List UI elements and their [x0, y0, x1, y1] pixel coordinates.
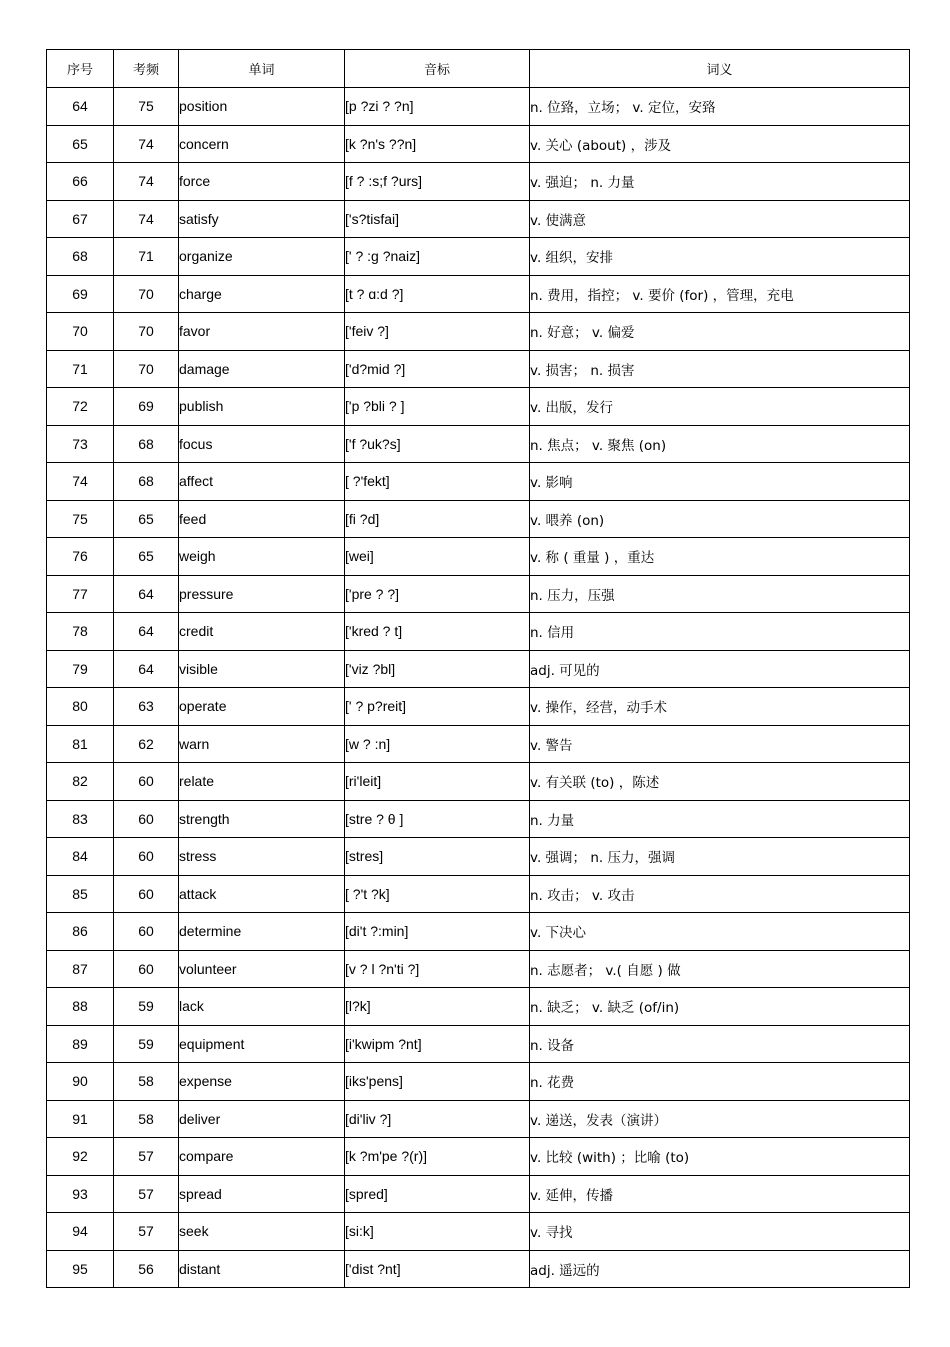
row-word: weigh	[179, 538, 345, 576]
row-meaning: adj. 可见的	[530, 650, 910, 688]
row-phonetic: [t ? ɑ:d ?]	[345, 275, 530, 313]
table-row	[47, 500, 910, 538]
row-meaning: v. 下决心	[530, 913, 910, 951]
row-word: operate	[179, 688, 345, 726]
table-row	[47, 200, 910, 238]
row-phonetic: ['f ?uk?s]	[345, 425, 530, 463]
row-phonetic: [' ? :g ?naiz]	[345, 238, 530, 276]
row-phonetic: [wei]	[345, 538, 530, 576]
row-phonetic: [f ? :s;f ?urs]	[345, 163, 530, 201]
row-phonetic: ['viz ?bl]	[345, 650, 530, 688]
table-row	[47, 913, 910, 951]
row-word: warn	[179, 725, 345, 763]
row-meaning: n. 志愿者； v.( 自愿 ) 做	[530, 950, 910, 988]
row-word: visible	[179, 650, 345, 688]
row-word: organize	[179, 238, 345, 276]
row-phonetic: [w ? :n]	[345, 725, 530, 763]
row-frequency: 63	[114, 688, 179, 726]
row-phonetic: ['feiv ?]	[345, 313, 530, 351]
table-row	[47, 425, 910, 463]
row-number: 87	[47, 950, 114, 988]
row-number: 74	[47, 463, 114, 501]
row-number: 92	[47, 1138, 114, 1176]
header-row	[47, 50, 910, 88]
row-frequency: 68	[114, 425, 179, 463]
table-row	[47, 1063, 910, 1101]
row-phonetic: [k ?m'pe ?(r)]	[345, 1138, 530, 1176]
row-number: 85	[47, 875, 114, 913]
table-row	[47, 988, 910, 1026]
row-phonetic: [p ?zi ? ?n]	[345, 88, 530, 126]
table-row	[47, 875, 910, 913]
row-number: 86	[47, 913, 114, 951]
row-meaning: v. 操作，经营，动手术	[530, 688, 910, 726]
row-meaning: v. 有关联 (to) ，陈述	[530, 763, 910, 801]
row-number: 72	[47, 388, 114, 426]
row-word: spread	[179, 1175, 345, 1213]
table-row	[47, 538, 910, 576]
row-phonetic: [fi ?d]	[345, 500, 530, 538]
row-word: distant	[179, 1250, 345, 1288]
row-number: 93	[47, 1175, 114, 1213]
table-row	[47, 238, 910, 276]
row-frequency: 64	[114, 650, 179, 688]
table-row	[47, 1025, 910, 1063]
row-number: 79	[47, 650, 114, 688]
row-phonetic: ['pre ? ?]	[345, 575, 530, 613]
row-word: relate	[179, 763, 345, 801]
row-number: 82	[47, 763, 114, 801]
row-number: 76	[47, 538, 114, 576]
row-meaning: v. 警告	[530, 725, 910, 763]
row-frequency: 58	[114, 1063, 179, 1101]
row-meaning: v. 强迫； n. 力量	[530, 163, 910, 201]
row-meaning: n. 好意； v. 偏爱	[530, 313, 910, 351]
row-number: 75	[47, 500, 114, 538]
row-word: satisfy	[179, 200, 345, 238]
row-word: volunteer	[179, 950, 345, 988]
table-row	[47, 613, 910, 651]
row-frequency: 58	[114, 1100, 179, 1138]
row-meaning: n. 焦点； v. 聚焦 (on)	[530, 425, 910, 463]
row-word: focus	[179, 425, 345, 463]
row-phonetic: [i'kwipm ?nt]	[345, 1025, 530, 1063]
row-frequency: 71	[114, 238, 179, 276]
row-phonetic: [ ?'fekt]	[345, 463, 530, 501]
row-meaning: v. 延伸，传播	[530, 1175, 910, 1213]
row-meaning: v. 称 ( 重量 ) ，重达	[530, 538, 910, 576]
row-meaning: v. 比较 (with) ；比喻 (to)	[530, 1138, 910, 1176]
row-word: concern	[179, 125, 345, 163]
row-phonetic: ['d?mid ?]	[345, 350, 530, 388]
row-frequency: 64	[114, 575, 179, 613]
row-word: damage	[179, 350, 345, 388]
row-frequency: 64	[114, 613, 179, 651]
table-row	[47, 688, 910, 726]
table-row	[47, 950, 910, 988]
row-frequency: 59	[114, 1025, 179, 1063]
row-number: 81	[47, 725, 114, 763]
row-frequency: 74	[114, 125, 179, 163]
row-number: 77	[47, 575, 114, 613]
row-meaning: v. 强调； n. 压力，强调	[530, 838, 910, 876]
row-number: 66	[47, 163, 114, 201]
table-row	[47, 275, 910, 313]
row-number: 95	[47, 1250, 114, 1288]
row-meaning: n. 费用，指控； v. 要价 (for) ，管理，充电	[530, 275, 910, 313]
row-meaning: v. 关心 (about) ，涉及	[530, 125, 910, 163]
row-phonetic: [k ?n's ??n]	[345, 125, 530, 163]
row-number: 68	[47, 238, 114, 276]
header-meaning: 词义	[530, 50, 910, 88]
row-word: expense	[179, 1063, 345, 1101]
header-phonetic: 音标	[345, 50, 530, 88]
row-number: 84	[47, 838, 114, 876]
table-row	[47, 1250, 910, 1288]
row-word: compare	[179, 1138, 345, 1176]
table-row	[47, 350, 910, 388]
table-row	[47, 1100, 910, 1138]
table-row	[47, 1213, 910, 1251]
row-meaning: v. 喂养 (on)	[530, 500, 910, 538]
table-body	[47, 88, 910, 1288]
row-number: 67	[47, 200, 114, 238]
vocabulary-table	[46, 49, 910, 1288]
table-row	[47, 1138, 910, 1176]
row-frequency: 60	[114, 800, 179, 838]
row-frequency: 60	[114, 763, 179, 801]
row-meaning: v. 递送，发表（演讲）	[530, 1100, 910, 1138]
row-number: 71	[47, 350, 114, 388]
row-number: 83	[47, 800, 114, 838]
row-frequency: 60	[114, 838, 179, 876]
row-phonetic: [di'liv ?]	[345, 1100, 530, 1138]
row-number: 64	[47, 88, 114, 126]
row-phonetic: [si:k]	[345, 1213, 530, 1251]
row-word: determine	[179, 913, 345, 951]
row-frequency: 75	[114, 88, 179, 126]
row-word: pressure	[179, 575, 345, 613]
row-number: 69	[47, 275, 114, 313]
row-phonetic: ['s?tisfai]	[345, 200, 530, 238]
row-frequency: 57	[114, 1138, 179, 1176]
row-meaning: n. 信用	[530, 613, 910, 651]
row-number: 94	[47, 1213, 114, 1251]
row-meaning: n. 压力，压强	[530, 575, 910, 613]
row-frequency: 70	[114, 350, 179, 388]
row-meaning: n. 设备	[530, 1025, 910, 1063]
row-word: affect	[179, 463, 345, 501]
row-frequency: 65	[114, 538, 179, 576]
row-number: 91	[47, 1100, 114, 1138]
table-row	[47, 313, 910, 351]
row-phonetic: ['p ?bli ? ]	[345, 388, 530, 426]
header-word: 单词	[179, 50, 345, 88]
row-word: feed	[179, 500, 345, 538]
row-frequency: 60	[114, 913, 179, 951]
row-word: publish	[179, 388, 345, 426]
row-frequency: 57	[114, 1175, 179, 1213]
row-word: strength	[179, 800, 345, 838]
row-frequency: 56	[114, 1250, 179, 1288]
row-meaning: v. 出版，发行	[530, 388, 910, 426]
row-word: force	[179, 163, 345, 201]
row-number: 65	[47, 125, 114, 163]
table-row	[47, 838, 910, 876]
row-number: 73	[47, 425, 114, 463]
row-frequency: 70	[114, 313, 179, 351]
row-frequency: 60	[114, 950, 179, 988]
row-word: position	[179, 88, 345, 126]
row-frequency: 69	[114, 388, 179, 426]
row-word: credit	[179, 613, 345, 651]
row-frequency: 59	[114, 988, 179, 1026]
table-row	[47, 463, 910, 501]
row-meaning: n. 位臵，立场； v. 定位，安臵	[530, 88, 910, 126]
row-word: deliver	[179, 1100, 345, 1138]
row-frequency: 74	[114, 163, 179, 201]
row-word: seek	[179, 1213, 345, 1251]
row-phonetic: ['dist ?nt]	[345, 1250, 530, 1288]
row-number: 70	[47, 313, 114, 351]
row-phonetic: [v ? l ?n'ti ?]	[345, 950, 530, 988]
row-meaning: n. 力量	[530, 800, 910, 838]
row-number: 88	[47, 988, 114, 1026]
row-number: 90	[47, 1063, 114, 1101]
row-number: 78	[47, 613, 114, 651]
row-phonetic: [stre ? θ ]	[345, 800, 530, 838]
row-phonetic: [ ?'t ?k]	[345, 875, 530, 913]
row-frequency: 60	[114, 875, 179, 913]
row-phonetic: [' ? p?reit]	[345, 688, 530, 726]
row-meaning: n. 花费	[530, 1063, 910, 1101]
row-phonetic: ['kred ? t]	[345, 613, 530, 651]
row-phonetic: [spred]	[345, 1175, 530, 1213]
row-frequency: 57	[114, 1213, 179, 1251]
row-frequency: 70	[114, 275, 179, 313]
row-frequency: 65	[114, 500, 179, 538]
row-phonetic: [ri'leit]	[345, 763, 530, 801]
row-number: 89	[47, 1025, 114, 1063]
row-meaning: v. 寻找	[530, 1213, 910, 1251]
header-number: 序号	[47, 50, 114, 88]
header-frequency: 考频	[114, 50, 179, 88]
row-meaning: v. 影响	[530, 463, 910, 501]
row-meaning: v. 使满意	[530, 200, 910, 238]
row-frequency: 68	[114, 463, 179, 501]
row-word: charge	[179, 275, 345, 313]
row-word: lack	[179, 988, 345, 1026]
table-row	[47, 575, 910, 613]
row-meaning: v. 损害； n. 损害	[530, 350, 910, 388]
row-word: equipment	[179, 1025, 345, 1063]
table-row	[47, 1175, 910, 1213]
table-row	[47, 650, 910, 688]
row-phonetic: [l?k]	[345, 988, 530, 1026]
row-meaning: v. 组织，安排	[530, 238, 910, 276]
row-number: 80	[47, 688, 114, 726]
table-row	[47, 800, 910, 838]
table-row	[47, 725, 910, 763]
row-phonetic: [stres]	[345, 838, 530, 876]
row-meaning: adj. 遥远的	[530, 1250, 910, 1288]
row-word: attack	[179, 875, 345, 913]
row-word: favor	[179, 313, 345, 351]
row-frequency: 62	[114, 725, 179, 763]
row-meaning: n. 缺乏； v. 缺乏 (of/in)	[530, 988, 910, 1026]
row-phonetic: [di't ?:min]	[345, 913, 530, 951]
table-row	[47, 763, 910, 801]
table-row	[47, 388, 910, 426]
table-row	[47, 88, 910, 126]
row-frequency: 74	[114, 200, 179, 238]
row-phonetic: [iks'pens]	[345, 1063, 530, 1101]
table-row	[47, 125, 910, 163]
row-word: stress	[179, 838, 345, 876]
table-row	[47, 163, 910, 201]
row-meaning: n. 攻击； v. 攻击	[530, 875, 910, 913]
